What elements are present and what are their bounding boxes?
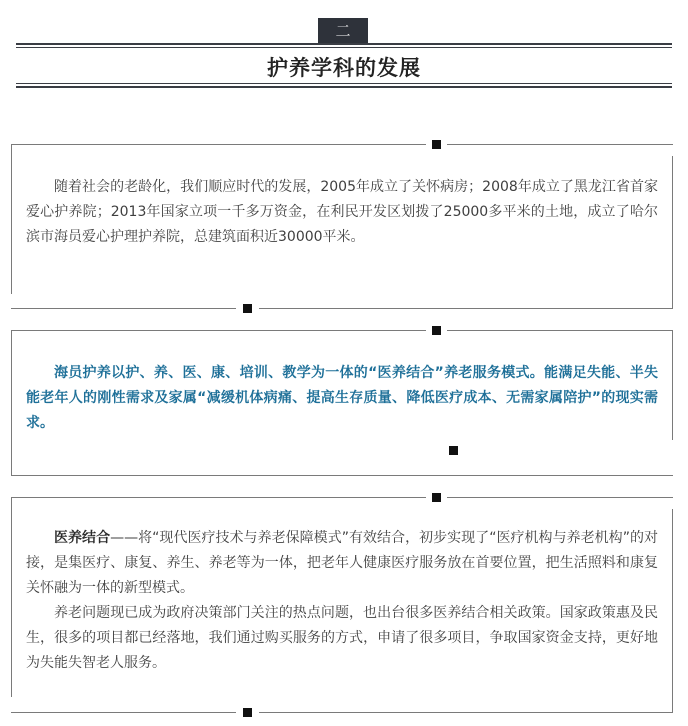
frame-line	[672, 330, 673, 440]
frame-corner-marker-icon	[432, 326, 441, 335]
frame-line	[259, 308, 673, 309]
section-number-badge: 二	[318, 18, 368, 44]
integration-definition: ——将“现代医疗技术与养老保障模式”有效结合，初步实现了“医疗机构与养老机构”的对接，是集医疗、康复、养生、养老等为一体，把老年人健康医疗服务放在首要位置，把生活照料和康复关怀融为一体的新型模式。	[26, 530, 658, 596]
integration-text	[26, 526, 658, 676]
frame-line	[11, 497, 12, 697]
frame-line	[11, 497, 426, 498]
integration-paragraph-2: 养老问题现已成为政府决策部门关注的热点问题，也出台很多医养结合相关政策。国家政策惠及民生，很多的项目都已经落地，我们通过购买服务的方式，申请了很多项目，争取国家资金支持，更好地为失能失智老人服务。	[26, 605, 658, 671]
frame-corner-marker-icon	[243, 304, 252, 313]
service-model-paragraph: 海员护养以护、养、医、康、培训、教学为一体的“医养结合”养老服务模式。能满足失能、半失能老年人的刚性需求及家属“减缓机体病痛、提高生存质量、降低医疗成本、无需家属陪护”的现实需求。	[26, 365, 658, 431]
history-text	[26, 175, 658, 250]
frame-corner-marker-icon	[432, 140, 441, 149]
header-rule-top-thin	[16, 47, 672, 48]
text-frame-history	[11, 139, 673, 311]
service-model-text	[26, 361, 658, 436]
frame-line	[11, 144, 426, 145]
header-rule-top	[16, 43, 672, 45]
frame-line	[11, 330, 426, 331]
frame-line	[11, 308, 236, 309]
text-frame-service-model	[11, 325, 673, 477]
integration-paragraph-1	[26, 526, 658, 601]
frame-line	[672, 156, 673, 308]
frame-corner-marker-icon	[449, 446, 458, 455]
frame-corner-marker-icon	[432, 493, 441, 502]
header-rule-bottom	[16, 86, 672, 88]
frame-corner-marker-icon	[243, 708, 252, 717]
frame-line	[11, 712, 236, 713]
page-title: 护养学科的发展	[267, 56, 421, 80]
integration-term: 医养结合	[54, 530, 111, 546]
header-rule-bottom-thin	[16, 83, 672, 84]
frame-line	[11, 330, 12, 475]
frame-line	[11, 144, 12, 294]
frame-line	[11, 475, 673, 476]
frame-line	[447, 497, 673, 498]
frame-line	[447, 144, 673, 145]
history-paragraph: 随着社会的老龄化，我们顺应时代的发展，2005年成立了关怀病房；2008年成立了黑龙江省首家爱心护养院；2013年国家立项一千多万资金，在利民开发区划拨了25000多平米的土地，成立了哈尔滨市海员爱心护理护养院，总建筑面积近30000平米。	[26, 179, 658, 245]
frame-line	[672, 509, 673, 712]
text-frame-integration	[11, 492, 673, 722]
frame-line	[447, 330, 673, 331]
frame-line	[259, 712, 673, 713]
